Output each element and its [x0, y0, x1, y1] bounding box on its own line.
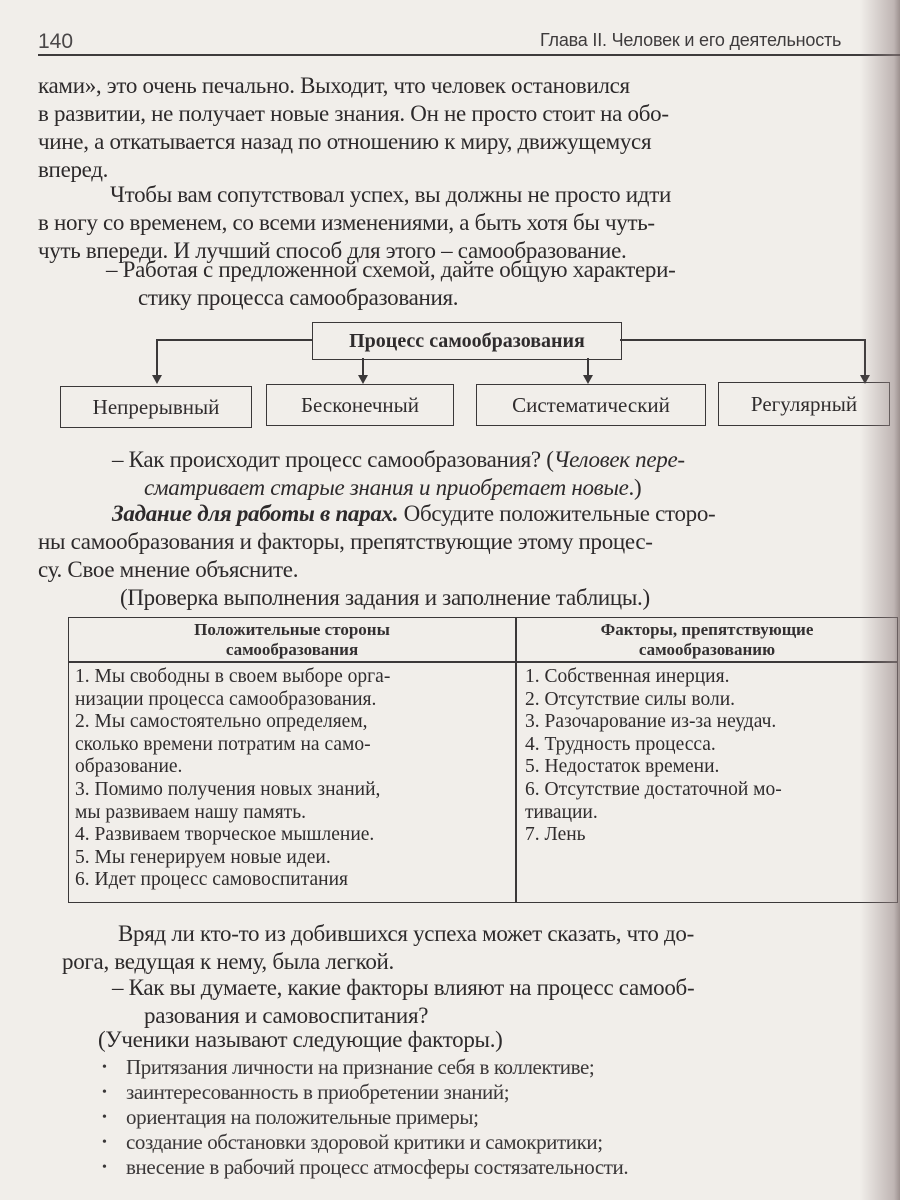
diagram-root-box: Процесс самообразования [312, 322, 622, 360]
diagram-box-continuous: Непрерывный [60, 386, 252, 428]
table-line: 2. Отсутствие силы воли. [525, 688, 736, 710]
diagram-box-regular: Регулярный [718, 382, 890, 426]
check-note: (Проверка выполнения задания и заполнение таблицы.) [120, 585, 650, 610]
arrow-down-icon [358, 375, 368, 384]
text-line: су. Свое мнение объясните. [38, 557, 299, 582]
arrow-down-icon [152, 375, 162, 384]
table-line: 4. Трудность процесса. [525, 733, 716, 755]
table-cell-obstacles [525, 666, 782, 847]
page-edge-shadow [860, 0, 900, 1200]
page-number: 140 [38, 30, 74, 53]
closing-paragraph [62, 920, 694, 976]
question-how-process [112, 446, 685, 502]
table-line: 1. Мы свободны в своем выборе орга- [75, 666, 391, 687]
diagram-box-systematic: Систематический [476, 384, 706, 426]
connector-line [587, 358, 589, 375]
header-divider [69, 661, 897, 663]
answer-suffix: .) [628, 475, 642, 500]
table-line: 3. Разочарование из-за неудач. [525, 711, 777, 733]
list-item: • создание обстановки здоровой критики и самокритики; [102, 1130, 603, 1154]
question-text: – Как происходит процесс самообразования? ( [112, 447, 554, 472]
bullet-icon: • [102, 1110, 107, 1125]
table-line: сколько времени потратим на само- [75, 733, 371, 755]
text-line: Чтобы вам сопутствовал успех, вы должны не просто идти [110, 182, 671, 207]
table-line: 7. Лень [525, 824, 586, 846]
table-line: тивации. [525, 801, 598, 823]
table-line: 2. Мы самостоятельно определяем, [75, 711, 368, 733]
bullet-icon: • [102, 1060, 107, 1075]
running-head [38, 28, 900, 56]
table-line: 5. Недостаток времени. [525, 756, 720, 778]
pair-task-label: Задание для работы в парах. [112, 501, 399, 526]
text-line: ны самообразования и факторы, препятствующие этому процес- [38, 529, 653, 554]
text-line: Обсудите положительные сторо- [398, 501, 716, 526]
bullet-icon: • [102, 1085, 107, 1100]
chapter-title: Глава II. Человек и его деятельность [540, 30, 842, 50]
list-item: • заинтересованность в приобретении знаний; [102, 1080, 510, 1104]
table-line: образование. [75, 756, 183, 778]
connector-line [156, 339, 158, 375]
bullet-icon: • [102, 1135, 107, 1150]
task-scheme [106, 256, 675, 312]
text-line: вперед. [38, 157, 109, 182]
list-item: • Притязания личности на признание себя в коллективе; [102, 1055, 595, 1079]
factors-list [102, 1055, 629, 1180]
text-line: – Как вы думаете, какие факторы влияют на процесс самооб- [112, 975, 695, 1000]
pros-cons-table [68, 617, 898, 903]
question-factors [112, 974, 694, 1030]
table-line: 4. Развиваем творческое мышление. [75, 824, 375, 846]
text-line: чуть впереди. И лучший способ для этого – самообразование. [38, 238, 627, 263]
text-line: (Ученики называют следующие факторы.) [98, 1027, 503, 1052]
table-header-positive: Положительные стороны самообразования [194, 620, 390, 659]
bullet-icon: • [102, 1160, 107, 1175]
table-line: 1. Собственная инерция. [525, 666, 730, 687]
connector-line [156, 339, 312, 341]
intro-paragraph [38, 72, 669, 184]
table-line: 6. Идет процесс самовоспитания [75, 869, 348, 891]
success-paragraph [38, 181, 671, 265]
table-line: 3. Помимо получения новых знаний, [75, 778, 381, 800]
table-line: 6. Отсутствие достаточной мо- [525, 778, 782, 800]
text-line: ками», это очень печально. Выходит, что человек остановился [38, 73, 630, 98]
text-line: рога, ведущая к нему, была легкой. [62, 949, 394, 974]
text-line: чине, а откатывается назад по отношению к миру, движущемуся [38, 129, 652, 154]
text-line: Вряд ли кто-то из добившихся успеха может сказать, что до- [118, 921, 694, 946]
table-line: 5. Мы генерируем новые идеи. [75, 846, 331, 868]
pair-task-paragraph [38, 500, 715, 612]
connector-line [864, 339, 866, 375]
students-note [98, 1026, 503, 1054]
table-line: низации процесса самообразования. [75, 688, 377, 710]
text-line: в развитии, не получает новые знания. Он не просто стоит на обо- [38, 101, 669, 126]
answer-text: сматривает старые знания и приобретает новые [144, 475, 629, 500]
table-line: мы развиваем нашу память. [75, 801, 306, 823]
diagram-box-endless: Бесконечный [266, 384, 454, 426]
table-cell-positive [75, 666, 390, 892]
text-line: разования и самовоспитания? [144, 1003, 429, 1028]
list-item: • ориентация на положительные примеры; [102, 1105, 479, 1129]
list-item: • внесение в рабочий процесс атмосферы состязательности. [102, 1155, 629, 1179]
connector-line [362, 358, 364, 375]
table-header-obstacles: Факторы, препятствующие самообразованию [600, 620, 814, 659]
connector-line [620, 339, 864, 341]
text-line: – Работая с предложенной схемой, дайте общую характери- [106, 257, 676, 282]
answer-text: Человек пере- [553, 447, 685, 472]
arrow-down-icon [583, 375, 593, 384]
text-line: стику процесса самообразования. [138, 285, 459, 310]
text-line: в ногу со временем, со всеми изменениями, а быть хотя бы чуть- [38, 210, 655, 235]
